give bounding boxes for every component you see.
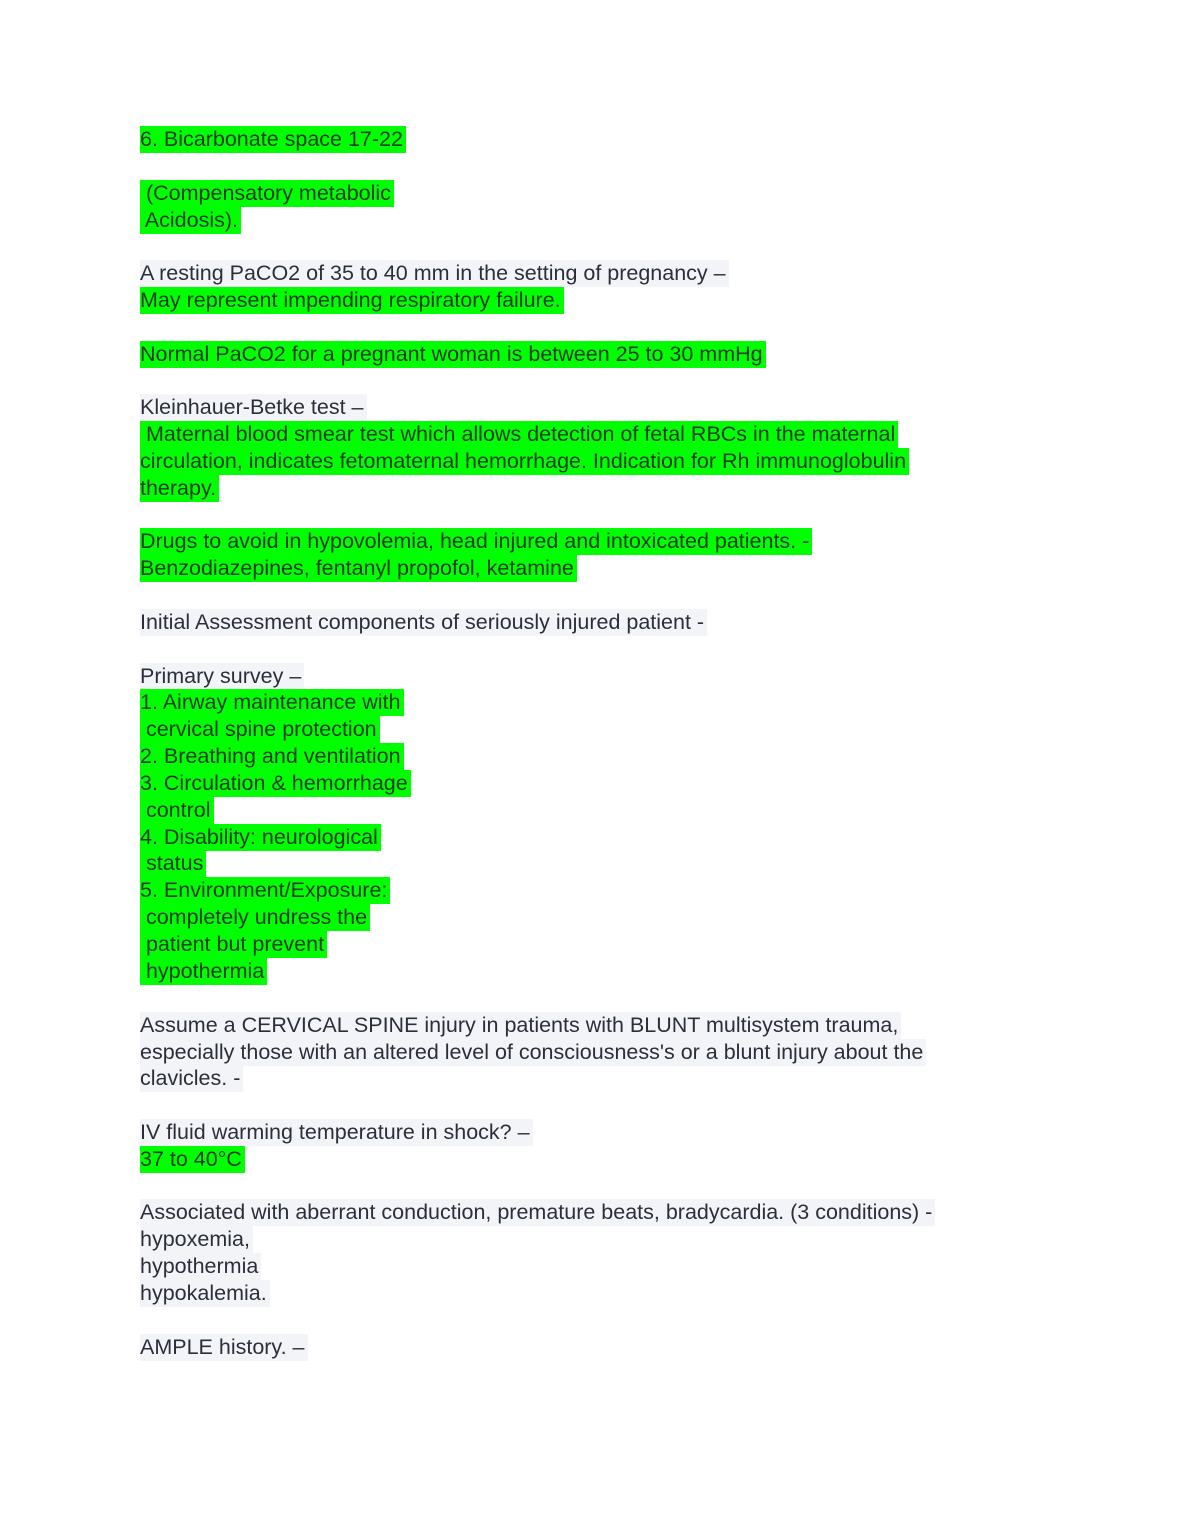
highlighted-text-line: 37 to 40°C <box>140 1146 245 1173</box>
highlighted-text-line: 3. Circulation & hemorrhage <box>140 770 411 797</box>
highlighted-text-line: 4. Disability: neurological <box>140 824 381 851</box>
highlighted-text-line: cervical spine protection <box>140 716 380 743</box>
highlighted-text-line: (Compensatory metabolic <box>140 180 394 207</box>
text-line: AMPLE history. – <box>140 1334 308 1361</box>
highlighted-text-line: May represent impending respiratory failure. <box>140 287 564 314</box>
highlighted-text-line: hypothermia <box>140 958 267 985</box>
highlighted-text-line: Benzodiazepines, fentanyl propofol, ketamine <box>140 555 577 582</box>
text-line: hypokalemia. <box>140 1280 270 1307</box>
text-line: Initial Assessment components of seriously injured patient - <box>140 609 707 636</box>
highlighted-text-line: 6. Bicarbonate space 17-22 <box>140 126 406 153</box>
text-line: Assume a CERVICAL SPINE injury in patients with BLUNT multisystem trauma, <box>140 1012 901 1039</box>
highlighted-text-line: control <box>140 797 214 824</box>
highlighted-text-line: circulation, indicates fetomaternal hemorrhage. Indication for Rh immunoglobulin <box>140 448 909 475</box>
highlighted-text-line: Acidosis). <box>140 207 241 234</box>
text-line: hypothermia <box>140 1253 261 1280</box>
text-line: IV fluid warming temperature in shock? – <box>140 1119 533 1146</box>
highlighted-text-line: Maternal blood smear test which allows detection of fetal RBCs in the maternal <box>140 421 898 448</box>
text-line: hypoxemia, <box>140 1226 253 1253</box>
text-line: Kleinhauer-Betke test – <box>140 394 367 421</box>
text-line: especially those with an altered level of consciousness's or a blunt injury about the <box>140 1039 926 1066</box>
highlighted-text-line: therapy. <box>140 475 219 502</box>
text-line: clavicles. - <box>140 1065 243 1092</box>
highlighted-text-line: 1. Airway maintenance with <box>140 689 404 716</box>
highlighted-text-line: Drugs to avoid in hypovolemia, head injured and intoxicated patients. - <box>140 528 812 555</box>
text-line: Primary survey – <box>140 663 304 690</box>
highlighted-text-line: patient but prevent <box>140 931 327 958</box>
highlighted-text-line: 5. Environment/Exposure: <box>140 877 390 904</box>
highlighted-text-line: Normal PaCO2 for a pregnant woman is between 25 to 30 mmHg <box>140 341 766 368</box>
text-line: Associated with aberrant conduction, premature beats, bradycardia. (3 conditions) - <box>140 1199 935 1226</box>
highlighted-text-line: completely undress the <box>140 904 370 931</box>
highlighted-text-line: status <box>140 850 206 877</box>
highlighted-text-line: 2. Breathing and ventilation <box>140 743 404 770</box>
text-line: A resting PaCO2 of 35 to 40 mm in the setting of pregnancy – <box>140 260 729 287</box>
